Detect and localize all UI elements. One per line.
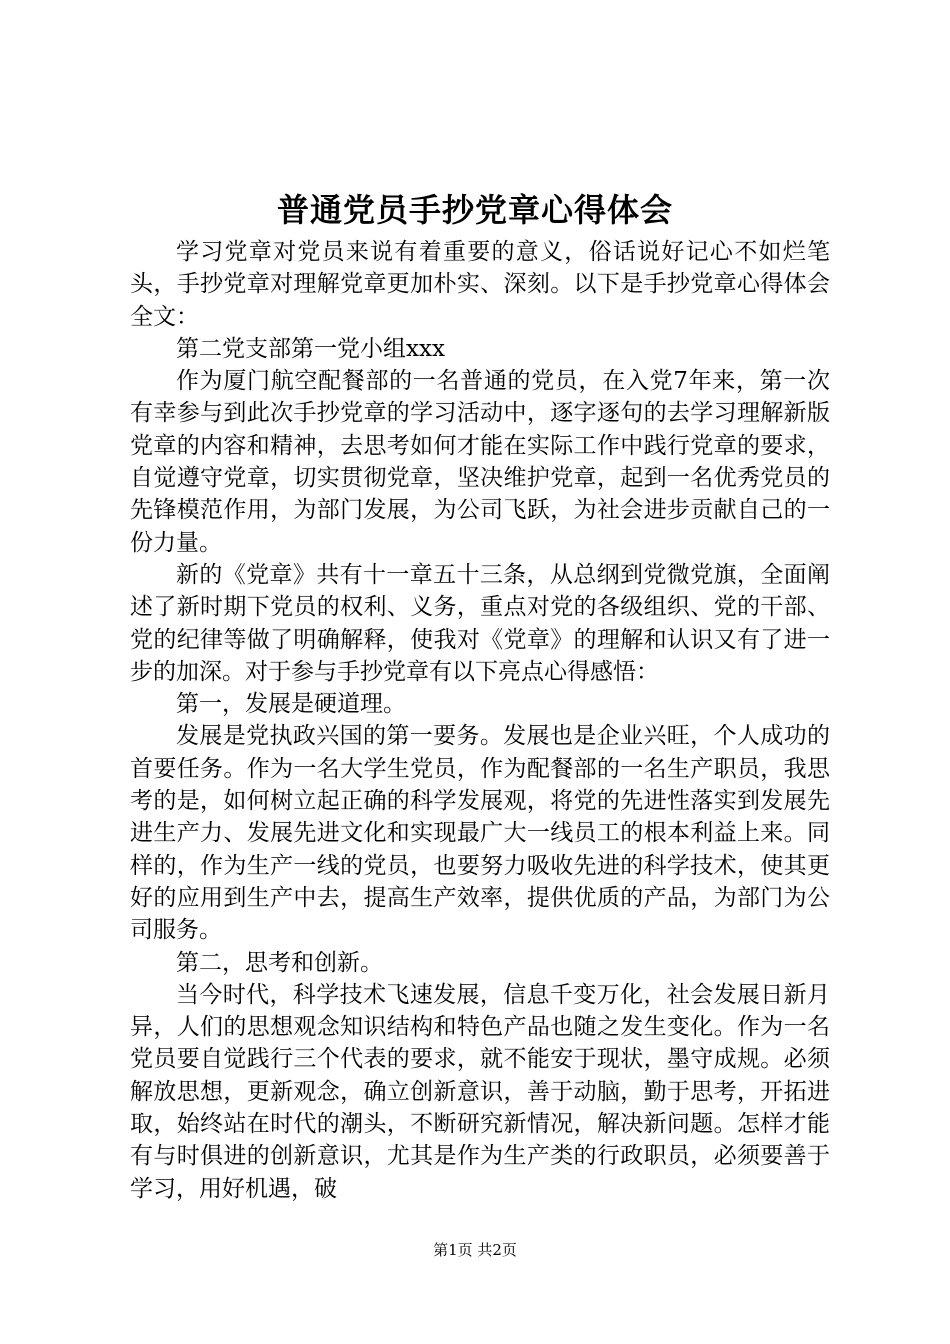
paragraph-body: 新的《党章》共有十一章五十三条，从总纲到党微党旗，全面阐述了新时期下党员的权利、义务，重点对党的各级组织、党的干部、党的纪律等做了明确解释，使我对《党章》的理解和认识又有了进一步的加深。对于参与手抄党章有以下亮点心得感悟：: [130, 561, 830, 685]
document-body: [130, 236, 830, 1205]
paragraph-body: 作为厦门航空配餐部的一名普通的党员，在入党7年来，第一次有幸参与到此次手抄党章的学习活动中，逐字逐句的去学习理解新版党章的内容和精神，去思考如何才能在实际工作中践行党章的要求，自觉遵守党章，切实贯彻党章，坚决维护党章，起到一名优秀党员的先锋模范作用，为部门发展，为公司飞跃，为社会进步贡献自己的一份力量。: [130, 368, 830, 556]
paragraph-heading: 第二，思考和创新。: [176, 949, 383, 976]
paragraph-intro: 学习党章对党员来说有着重要的意义，俗话说好记心不如烂笔头，手抄党章对理解党章更加朴实、深刻。以下是手抄党章心得体会全文：: [130, 239, 830, 330]
paragraph-body: 发展是党执政兴国的第一要务。发展也是企业兴旺，个人成功的首要任务。作为一名大学生党员，作为配餐部的一名生产职员，我思考的是，如何树立起正确的科学发展观，将党的先进性落实到发展先进生产力、发展先进文化和实现最广大一线员工的根本利益上来。同样的，作为生产一线的党员，也要努力吸收先进的科学技术，使其更好的应用到生产中去，提高生产效率，提供优质的产品，为部门为公司服务。: [130, 723, 830, 944]
paragraph-author: 第二党支部第一党小组xxx: [176, 335, 445, 362]
document-title: 普通党员手抄党章心得体会: [276, 191, 673, 229]
paragraph-body: 当今时代，科学技术飞速发展，信息千变万化，社会发展日新月异，人们的思想观念知识结构和特色产品也随之发生变化。作为一名党员要自觉践行三个代表的要求，就不能安于现状，墨守成规。必须解放思想，更新观念，确立创新意识，善于动脑，勤于思考，开拓进取，始终站在时代的潮头，不断研究新情况，解决新问题。怎样才能有与时俱进的创新意识，尤其是作为生产类的行政职员，必须要善于学习，用好机遇，破: [130, 981, 830, 1202]
paragraph-heading: 第一，发展是硬道理。: [176, 691, 406, 718]
page-number-footer: 第1页 共2页: [433, 1241, 517, 1259]
